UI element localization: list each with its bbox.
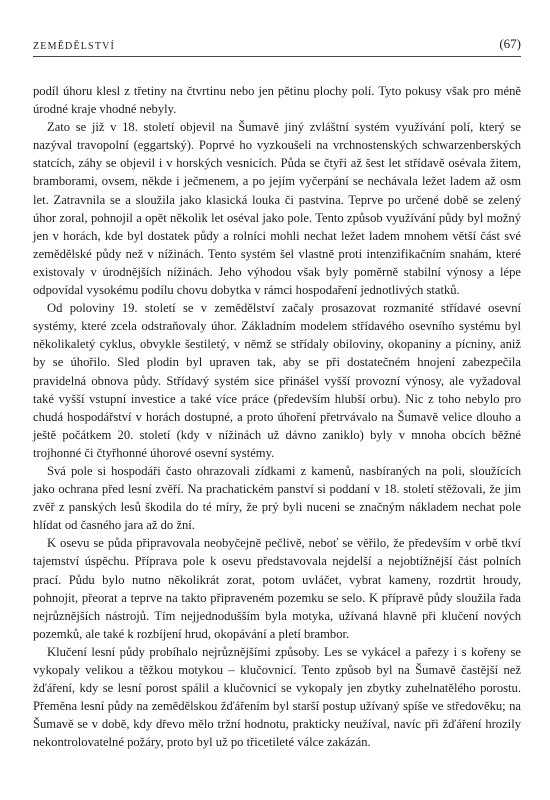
paragraph-1: podíl úhoru klesl z třetiny na čtvrtinu nebo jen pětinu plochy polí. Tyto pokusy však pro méně úrodné kraje vhodné nebyly. (33, 84, 521, 117)
running-title: ZEMĚDĚLSTVÍ (33, 41, 116, 52)
body-text (33, 82, 521, 751)
page-number: (67) (499, 36, 521, 51)
paragraph-3: Od poloviny 19. století se v zemědělství začaly prosazovat rozmanité střídavé osevní systémy, které zcela odstraňovaly úhor. Základním modelem střídavého osevního systému byl několikaletý cyklus, obvykle šestiletý, v němž se střídaly obiloviny, okopaniny a pícniny, aniž by se úhořilo. Sled plodin byl upraven tak, aby se při dostatečném hnojení zabezpečila pravidelná obnova půdy. Střídavý systém sice přinášel vyšší provozní výnosy, ale vyžadoval také vyšší vstupní investice a také více práce (především hlubší orbu). Nic z toho nebylo pro chudá hospodářství v horách dostupné, a proto úhoření přetrvávalo na Šumavě velice dlouho a ještě počátkem 20. století (kdy v nížinách už dávno zaniklo) byly v mnoha obcích běžné trojhonné či čtyřhonné úhorové osevní systémy. (33, 301, 521, 460)
paragraph-6: Klučení lesní půdy probíhalo nejrůznějšími způsoby. Les se vykácel a pařezy i s kořeny se vykopaly velikou a těžkou motykou – klučovnicí. Tento způsob byl na Šumavě častější než žďáření, kdy se lesní porost spálil a klučovnicí se vykopaly jen zbytky zuhelnatělého porostu. Přeměna lesní půdy na zemědělskou žďářením byl starší postup užívaný spíše ve středověku; na Šumavě se v době, kdy dřevo mělo tržní hodnotu, prakticky neužíval, navíc při žďáření hrozily nekontrolovatelné požáry, proto byl už po třicetileté válce zakázán. (33, 644, 521, 750)
paragraph-4: Svá pole si hospodáři často ohrazovali zídkami z kamenů, nasbíraných na poli, sloužících jako ochrana před lesní zvěří. Na prachatickém panství si poddaní v 18. století stěžovali, že jim zvěř z panských lesů škodila do té míry, že prý byli nuceni se značným nákladem nechat pole hlídat od časného jara až do žní. (33, 463, 521, 533)
paragraph-2: Zato se již v 18. století objevil na Šumavě jiný zvláštní systém využívání polí, který se nazýval travopolní (eggartský). Poprvé ho vyzkoušeli na vrchnostenských schwarzenberských statcích, záhy se objevil i v horských vesnicích. Půda se čtyři až šest let střídavě osévala žitem, bramborami, ovsem, někde i ječmenem, a po jejím vyčerpání se nechávala ležet ladem až osm let. Zatravnila se a sloužila jako klasická louka či pastvina. Teprve po určené době se zelený úhor zoral, pohnojil a opět několik let oséval jako pole. Tento způsob využívání půdy byl možný jen v horách, kde byl dostatek půdy a rolníci mohli nechat ležet ladem mnohem větší část své zemědělské půdy než v nížinách. Tento systém šel vlastně proti intenzifikačním snahám, které existovaly v úrodnějších nížinách. Jeho výhodou však byly poměrně stabilní výnosy a lépe odpovídal vysokému podílu chovu dobytka v rámci hospodaření jednotlivých statků. (33, 120, 521, 298)
paragraph-5: K osevu se půda připravovala neobyčejně pečlivě, neboť se věřilo, že především v orbě tkví tajemství úspěchu. Příprava pole k osevu představovala nejdelší a nejobtížnější část polních prací. Půdu bylo nutno několikrát zorat, potom uvláčet, vybrat kameny, rozdrtit hroudy, pohnojit, přeorat a teprve na takto připraveném pozemku se selo. K přípravě půdy sloužila řada nejrůznějších nástrojů. Tím nejjednodušším byla motyka, užívaná hlavně při klučení nových pozemků, ale také k rozbíjení hrud, okopávání a pletí brambor. (33, 536, 521, 641)
page-header (33, 36, 521, 57)
book-page (33, 36, 521, 751)
